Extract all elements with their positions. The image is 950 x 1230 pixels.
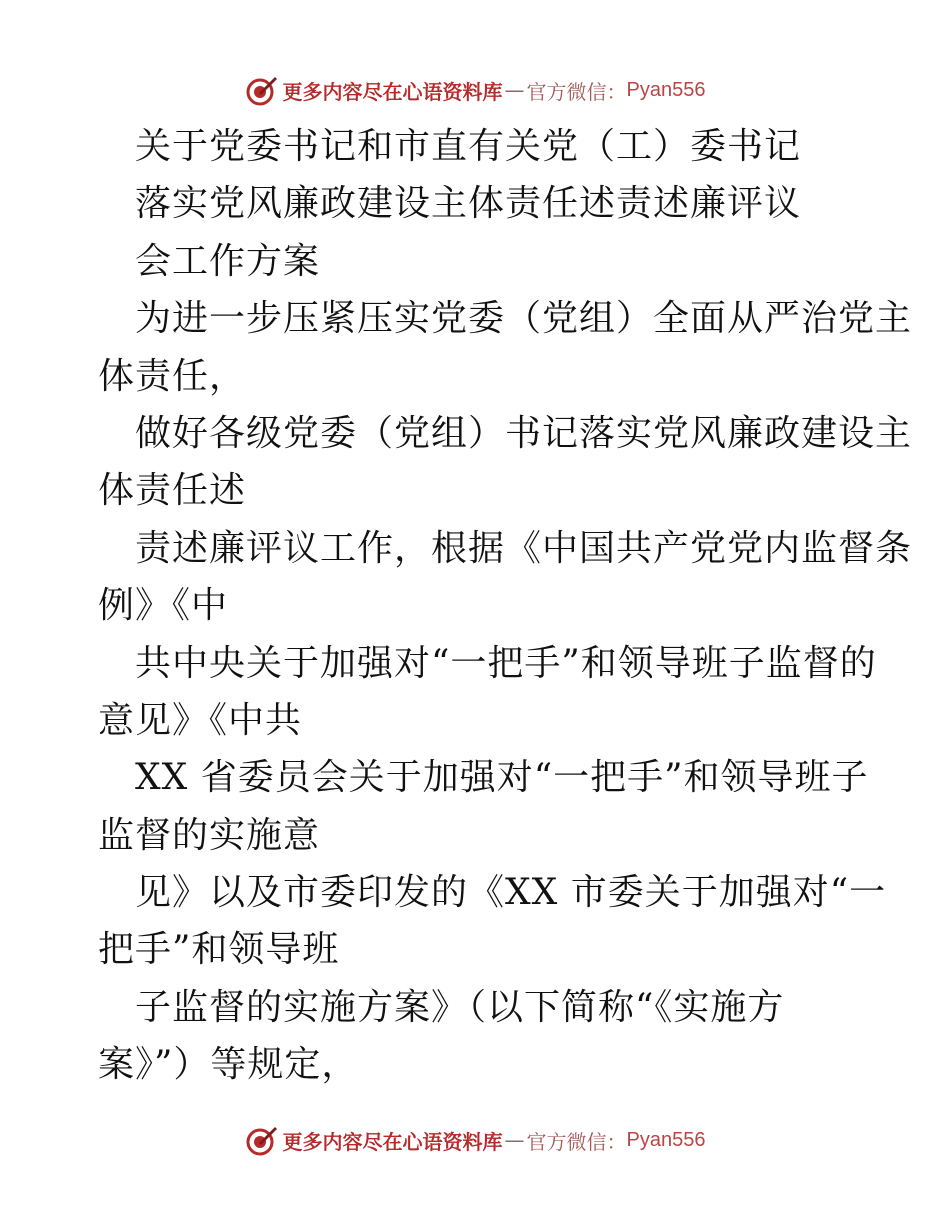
title-line-2: 落实党风廉政建设主体责任述责述廉评议: [135, 183, 802, 225]
paragraph-line: 案》”）等规定，: [98, 1044, 359, 1086]
paragraph-line: 例》《中: [98, 585, 229, 627]
watermark-brand-text: 更多内容尽在心语资料库: [282, 1129, 503, 1154]
footer-watermark: [0, 1120, 950, 1160]
watermark-wechat-id: Pyan556: [626, 78, 706, 101]
title-line-1: 关于党委书记和市直有关党（工）委书记: [135, 126, 802, 167]
quill-pen-seal-icon: [245, 1123, 279, 1157]
watermark-brand-text: 更多内容尽在心语资料库: [282, 79, 503, 104]
watermark-dash: —: [504, 78, 525, 102]
document-body: [98, 118, 913, 1094]
paragraph-line: 责述廉评议工作，根据《中国共产党党内监督条: [135, 527, 913, 569]
watermark-dash: —: [504, 1128, 525, 1152]
paragraph-line: 把手”和领导班: [98, 929, 340, 971]
paragraph-line: 监督的实施意: [98, 814, 321, 856]
title-line-3: 会工作方案: [135, 240, 321, 282]
paragraph-line: 子监督的实施方案》（以下简称“《实施方: [135, 986, 785, 1028]
paragraph-line: 共中央关于加强对“一把手”和领导班子监督的: [135, 642, 877, 684]
paragraph-line: 意见》《中共: [98, 699, 303, 741]
paragraph-line: XX 省委员会关于加强对“一把手”和领导班子: [135, 757, 869, 799]
quill-pen-seal-icon: [245, 73, 279, 107]
paragraph-line: 体责任述: [98, 470, 247, 512]
watermark-wechat-id: Pyan556: [626, 1128, 706, 1151]
paragraph-line: 为进一步压紧压实党委（党组）全面从严治党主: [135, 298, 913, 340]
paragraph-line: 做好各级党委（党组）书记落实党风廉政建设主: [135, 412, 913, 454]
watermark-wechat-label: 官方微信：: [526, 1129, 627, 1154]
paragraph-line: 体责任，: [98, 355, 247, 397]
watermark-wechat-label: 官方微信：: [526, 79, 627, 104]
paragraph-line: 见》以及市委印发的《XX 市委关于加强对“一: [135, 872, 887, 914]
header-watermark: [0, 70, 950, 110]
